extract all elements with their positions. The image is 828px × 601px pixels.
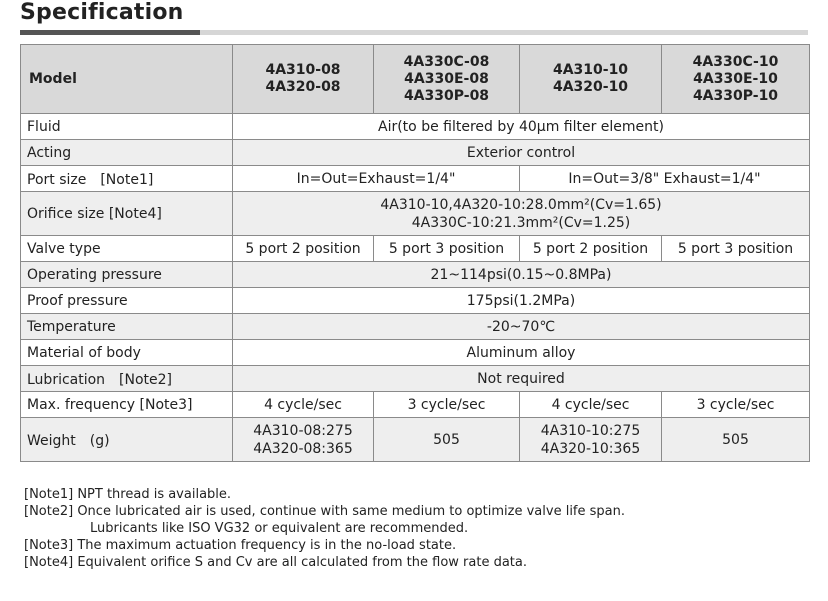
note-2-continued: Lubricants like ISO VG32 or equivalent are recommended. bbox=[90, 521, 469, 536]
frequency-cell: 4 cycle/sec bbox=[520, 392, 662, 418]
weight-cell bbox=[233, 418, 374, 462]
row-orifice-size bbox=[21, 192, 810, 236]
model-col-2 bbox=[374, 45, 520, 114]
row-label: Port size [Note1] bbox=[21, 166, 233, 192]
model-col-1 bbox=[233, 45, 374, 114]
model-name: 4A330P-08 bbox=[403, 87, 490, 104]
model-name: 4A330C-08 bbox=[403, 53, 490, 70]
frequency-cell: 4 cycle/sec bbox=[233, 392, 374, 418]
row-proof-pressure bbox=[21, 288, 810, 314]
specification-table bbox=[20, 44, 810, 462]
row-label: Proof pressure bbox=[21, 288, 233, 314]
row-label: Orifice size [Note4] bbox=[21, 192, 233, 236]
port-size-value-10: In=Out=3/8" Exhaust=1/4" bbox=[520, 166, 810, 192]
row-operating-pressure bbox=[21, 262, 810, 288]
row-label: Material of body bbox=[21, 340, 233, 366]
note-1: [Note1] NPT thread is available. bbox=[24, 487, 232, 502]
weight-cell: 505 bbox=[374, 418, 520, 462]
row-label: Lubrication [Note2] bbox=[21, 366, 233, 392]
model-name: 4A330P-10 bbox=[692, 87, 779, 104]
row-label: Max. frequency [Note3] bbox=[21, 392, 233, 418]
proof-pressure-value: 175psi(1.2MPa) bbox=[233, 288, 810, 314]
row-label: Operating pressure bbox=[21, 262, 233, 288]
model-name: 4A320-08 bbox=[265, 79, 341, 95]
note-2: [Note2] Once lubricated air is used, continue with same medium to optimize valve life span. bbox=[24, 504, 626, 519]
orifice-line: 4A330C-10:21.3mm²(Cv=1.25) bbox=[411, 214, 631, 231]
row-label: Acting bbox=[21, 140, 233, 166]
model-name: 4A330C-10 bbox=[692, 53, 779, 70]
lubrication-value: Not required bbox=[233, 366, 810, 392]
weight-line: 4A320-10:365 bbox=[540, 440, 641, 457]
model-col-3 bbox=[520, 45, 662, 114]
model-name: 4A330E-08 bbox=[404, 70, 489, 87]
frequency-cell: 3 cycle/sec bbox=[374, 392, 520, 418]
model-header: Model bbox=[21, 45, 233, 114]
row-max-frequency bbox=[21, 392, 810, 418]
weight-cell bbox=[520, 418, 662, 462]
weight-line: 4A320-08:365 bbox=[253, 440, 353, 457]
material-value: Aluminum alloy bbox=[233, 340, 810, 366]
valve-type-cell: 5 port 2 position bbox=[233, 236, 374, 262]
row-weight bbox=[21, 418, 810, 462]
acting-value: Exterior control bbox=[233, 140, 810, 166]
page-title: Specification bbox=[20, 0, 184, 25]
row-temperature bbox=[21, 314, 810, 340]
row-fluid bbox=[21, 114, 810, 140]
model-name: 4A310-08 bbox=[265, 62, 341, 78]
model-name: 4A310-10 bbox=[552, 62, 629, 78]
orifice-line: 4A310-10,4A320-10:28.0mm²(Cv=1.65) bbox=[380, 196, 662, 213]
row-lubrication bbox=[21, 366, 810, 392]
row-label: Temperature bbox=[21, 314, 233, 340]
operating-pressure-value: 21~114psi(0.15~0.8MPa) bbox=[233, 262, 810, 288]
row-label: Valve type bbox=[21, 236, 233, 262]
footnotes bbox=[24, 486, 625, 571]
valve-type-cell: 5 port 2 position bbox=[520, 236, 662, 262]
table-header-row bbox=[21, 45, 810, 114]
model-col-4 bbox=[662, 45, 810, 114]
model-name: 4A330E-10 bbox=[693, 70, 778, 87]
temperature-value: -20~70℃ bbox=[233, 314, 810, 340]
note-4: [Note4] Equivalent orifice S and Cv are all calculated from the flow rate data. bbox=[24, 555, 527, 570]
row-material bbox=[21, 340, 810, 366]
row-port-size bbox=[21, 166, 810, 192]
note-3: [Note3] The maximum actuation frequency is in the no-load state. bbox=[24, 538, 457, 553]
weight-line: 4A310-08:275 bbox=[253, 422, 353, 439]
row-label: Weight (g) bbox=[21, 418, 233, 462]
model-name: 4A320-10 bbox=[552, 79, 629, 95]
weight-cell: 505 bbox=[662, 418, 810, 462]
title-underline-accent bbox=[20, 30, 200, 35]
frequency-cell: 3 cycle/sec bbox=[662, 392, 810, 418]
weight-line: 4A310-10:275 bbox=[540, 422, 641, 439]
valve-type-cell: 5 port 3 position bbox=[374, 236, 520, 262]
fluid-value: Air(to be filtered by 40μm filter element) bbox=[233, 114, 810, 140]
port-size-value-08: In=Out=Exhaust=1/4" bbox=[233, 166, 520, 192]
row-acting bbox=[21, 140, 810, 166]
row-label: Fluid bbox=[21, 114, 233, 140]
orifice-size-value bbox=[233, 192, 810, 236]
row-valve-type bbox=[21, 236, 810, 262]
title-underline bbox=[20, 30, 808, 35]
valve-type-cell: 5 port 3 position bbox=[662, 236, 810, 262]
